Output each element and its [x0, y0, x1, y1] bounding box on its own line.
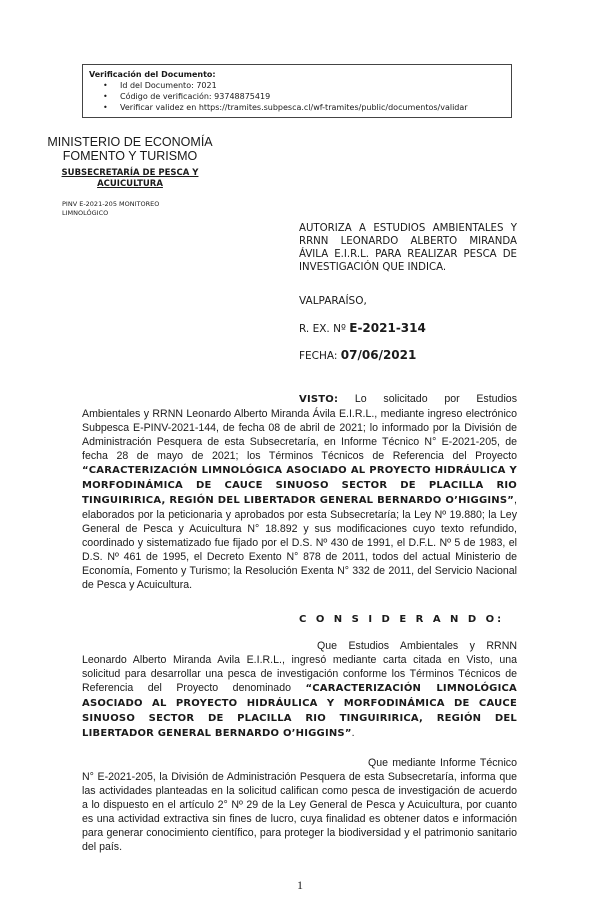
rex-number: E-2021-314	[349, 321, 426, 335]
page-number: 1	[297, 878, 303, 892]
considerando-heading: C O N S I D E R A N D O:	[299, 614, 505, 625]
pinv-reference	[62, 200, 202, 218]
considerando-paragraph-2	[82, 756, 517, 854]
verification-item-url[interactable]: • Verificar validez en https://tramites.subpesca.cl/wf-tramites/public/documentos/validar	[103, 102, 505, 113]
ministry-line-1: MINISTERIO DE ECONOMÍA	[47, 135, 213, 149]
ministry-line-2: FOMENTO Y TURISMO	[62, 149, 198, 163]
fecha-label: FECHA:	[299, 350, 338, 362]
c1-project-title: “CARACTERIZACIÓN LIMNOLÓGICA ASOCIADO AL PROYECTO HIDRÁULICA Y MORFODINÁMICA DE CAUCE SINUOSO SECTOR DE PLACILLA RIO TINGUIRIRICA, REGIÓN DEL LIBERTADOR GENERAL BERNARDO O’HIGGINS”	[82, 683, 517, 739]
visto-label: VISTO:	[299, 394, 339, 405]
visto-text-b: , elaborados por la peticionaria y aprobados por esta Subsecretaría; la Ley Nº 19.880; la Ley General de Pesca y Acuicultura N° 18.892 y sus modificaciones cuyo texto refundido, coordinado y sistematizado fue fijado por el D.S. Nº 430 de 1991, el D.F.L. Nº 5 de 1983, el D.S. Nº 461 de 1995, el Decreto Exento N° 878 de 2011, todos del actual Ministerio de Economía, Fomento y Turismo; la Resolución Exenta N° 332 de 2011, del Servicio Nacional de Pesca y Acuicultura.	[82, 494, 517, 591]
fecha-value: 07/06/2021	[340, 348, 417, 362]
pinv-line-1: PINV E-2021-205 MONITOREO	[62, 200, 160, 208]
visto-text-a: Lo solicitado por Estudios Ambientales y RRNN Leonardo Alberto Miranda Ávila E.I.R.L., mediante ingreso electrónico Subpesca E-PINV-2021-144, de fecha 08 de abril de 2021; lo informado por la División de Administración Pesquera de esta Subsecretaría, en Informe Técnico N° E-2021-205, de fecha 28 de mayo de 2021; los Términos Técnicos de Referencia del Proyecto	[82, 393, 517, 462]
rex-label: R. EX. Nº	[299, 323, 346, 335]
c2-text: Que mediante Informe Técnico N° E-2021-205, la División de Administración Pesquera de esta Subsecretaría, informa que las actividades planteadas en la solicitud califican como pesca de investigación de acuerdo a lo dispuesto en el artículo 2° Nº 29 de la Ley General de Pesca y Acuicultura, por cuanto es una actividad extractiva sin fines de lucro, cuya finalidad es obtener datos e información para generar conocimiento científico, para proteger la biodiversidad y el patrimonio sanitario del país.	[82, 757, 517, 853]
resolution-subject: AUTORIZA A ESTUDIOS AMBIENTALES Y RRNN LEONARDO ALBERTO MIRANDA ÁVILA E.I.R.L. PARA REALIZAR PESCA DE INVESTIGACIÓN QUE INDICA.	[299, 223, 517, 273]
subsecretaria-heading: SUBSECRETARÍA DE PESCA Y ACUICULTURA	[61, 168, 199, 189]
verification-box	[82, 64, 512, 118]
verification-list	[103, 80, 505, 113]
c1-text: Que Estudios Ambientales y RRNN Leonardo Alberto Miranda Avila E.I.R.L., ingresó mediante carta citada en Visto, una solicitud para desarrollar una pesca de investigación conforme los Términos Técnicos de Referencia del Proyecto denominado	[82, 640, 517, 694]
visto-paragraph	[82, 392, 517, 592]
resolution-number	[299, 321, 426, 335]
verification-title: Verificación del Documento:	[89, 70, 216, 79]
pinv-line-2: LIMNOLÓGICO	[62, 209, 109, 217]
resolution-date	[299, 348, 416, 362]
verification-item-id: • Id del Documento: 7021	[103, 80, 505, 91]
ministry-heading	[40, 135, 220, 163]
city-line: VALPARAÍSO,	[299, 295, 367, 307]
verification-item-code: • Código de verificación: 93748875419	[103, 91, 505, 102]
considerando-paragraph-1	[82, 639, 517, 741]
visto-project-title: “CARACTERIZACIÓN LIMNOLÓGICA ASOCIADO AL PROYECTO HIDRÁULICA Y MORFODINÁMICA DE CAUCE SINUOSO SECTOR DE PLACILLA RIO TINGUIRIRICA, REGIÓN DEL LIBERTADOR GENERAL BERNARDO O’HIGGINS”	[82, 465, 517, 506]
c1-end: .	[351, 727, 355, 739]
